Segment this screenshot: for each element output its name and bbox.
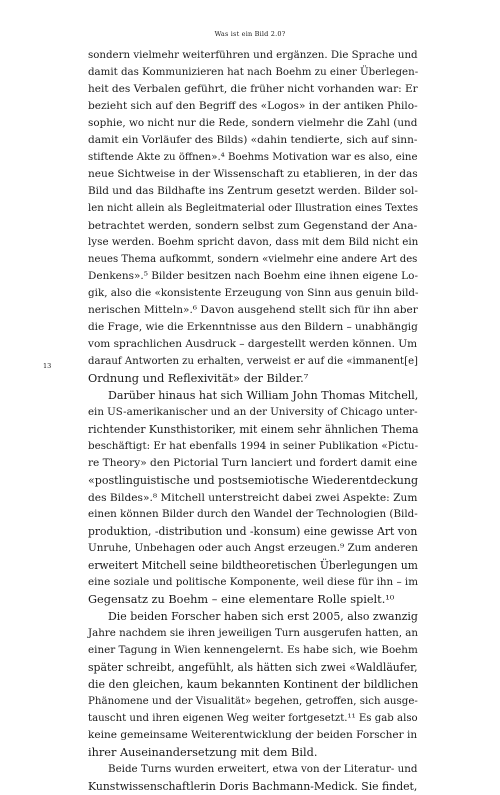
text-line: keine gemeinsame Weiterentwicklung der beiden Forscher in	[88, 729, 418, 741]
text-line: produktion, -distribution und -konsum) eine gewisse Art von	[88, 525, 418, 538]
text-line: neue Sichtweise in der Wissenschaft zu etablieren, in der das	[88, 168, 418, 180]
body-text	[88, 47, 418, 795]
text-line: Denkens».⁵ Bilder besitzen nach Boehm eine ihnen eigene Lo-	[88, 270, 418, 282]
text-line: die Frage, wie die Erkenntnisse aus den Bildern – unabhängig	[88, 321, 418, 333]
text-line: einer Tagung in Wien kennengelernt. Es habe sich, wie Boehm	[88, 644, 418, 656]
text-line: Darüber hinaus hat sich William John Thomas Mitchell,	[108, 389, 419, 402]
text-line: lyse werden. Boehm spricht davon, dass mit dem Bild nicht ein	[88, 236, 419, 248]
text-line: richtender Kunsthistoriker, mit einem sehr ähnlichen Thema	[88, 423, 419, 436]
text-line: einen können Bilder durch den Wandel der Technologien (Bild-	[88, 508, 418, 520]
text-line: Unruhe, Unbehagen oder auch Angst erzeugen.⁹ Zum anderen	[88, 542, 418, 554]
text-line: nerischen Mitteln».⁶ Davon ausgehend stellt sich für ihn aber	[88, 304, 418, 316]
text-line: bezieht sich auf den Begriff des «Logos» in der antiken Philo-	[88, 100, 418, 112]
text-line: sondern vielmehr weiterführen und ergänzen. Die Sprache und	[88, 49, 418, 61]
text-line: vom sprachlichen Ausdruck – dargestellt werden können. Um	[88, 338, 418, 350]
text-line: stiftende Akte zu öffnen».⁴ Boehms Motivation war es also, eine	[88, 152, 418, 163]
text-line: darauf Antworten zu erhalten, verweist er auf die «immanent[e]	[88, 356, 419, 367]
text-line: später schreibt, angefühlt, als hätten sich zwei «Waldläufer,	[88, 661, 418, 674]
text-line: heit des Verbalen geführt, die früher nicht vorhanden war: Er	[88, 83, 418, 95]
text-line: ein US-amerikanischer und an der University of Chicago unter-	[88, 406, 418, 418]
text-line: Ordnung und Reflexivität» der Bilder.⁷	[88, 372, 309, 385]
running-head: Was ist ein Bild 2.0?	[214, 30, 286, 38]
text-line: Jahre nachdem sie ihren jeweiligen Turn ausgerufen hatten, an	[88, 627, 419, 639]
text-line: len nicht allein als Begleitmaterial oder Illustration eines Textes	[88, 203, 419, 214]
text-line: gik, also die «konsistente Erzeugung von Sinn aus genuin bild-	[88, 287, 419, 299]
text-line: tauscht und ihren eigenen Weg weiter fortgesetzt.¹¹ Es gab also	[88, 713, 418, 724]
text-line: ihrer Auseinandersetzung mit dem Bild.	[88, 746, 318, 759]
text-line: sophie, wo nicht nur die Rede, sondern vielmehr die Zahl (und	[88, 117, 418, 129]
text-line: Kunstwissenschaftlerin Doris Bachmann-Medick. Sie findet,	[88, 780, 418, 793]
text-line: «postlinguistische und postsemiotische Wiederentdeckung	[88, 474, 419, 487]
text-line: Gegensatz zu Boehm – eine elementare Rolle spielt.¹⁰	[88, 593, 395, 606]
text-line: eine soziale und politische Komponente, weil diese für ihn – im	[88, 576, 419, 588]
text-line: damit ein Vorläufer des Bilds) «dahin tendierte, sich auf sinn-	[88, 134, 418, 146]
text-line: die den gleichen, kaum bekannten Kontinent der bildlichen	[88, 678, 419, 691]
page-number: 13	[43, 362, 52, 370]
text-line: Bild und das Bildhafte ins Zentrum gesetzt werden. Bilder sol-	[88, 185, 418, 197]
text-line: Beide Turns wurden erweitert, etwa von der Literatur- und	[108, 763, 418, 775]
text-line: Phänomene und der Visualität» begehen, getroffen, sich ausge-	[88, 695, 418, 707]
text-line: des Bildes».⁸ Mitchell unterstreicht dabei zwei Aspekte: Zum	[88, 491, 418, 504]
text-line: neues Thema aufkommt, sondern «vielmehr eine andere Art des	[88, 254, 418, 265]
text-line: re Theory» den Pictorial Turn lanciert und fordert damit eine	[88, 457, 418, 469]
text-line: damit das Kommunizieren hat nach Boehm zu einer Überlegen-	[88, 66, 419, 78]
text-line: betrachtet werden, sondern selbst zum Gegenstand der Ana-	[88, 219, 418, 232]
text-line: Die beiden Forscher haben sich erst 2005, also zwanzig	[108, 610, 418, 623]
text-line: erweitert Mitchell seine bildtheoretischen Überlegungen um	[88, 559, 418, 572]
text-line: beschäftigt: Er hat ebenfalls 1994 in seiner Publikation «Pictu-	[88, 440, 419, 452]
